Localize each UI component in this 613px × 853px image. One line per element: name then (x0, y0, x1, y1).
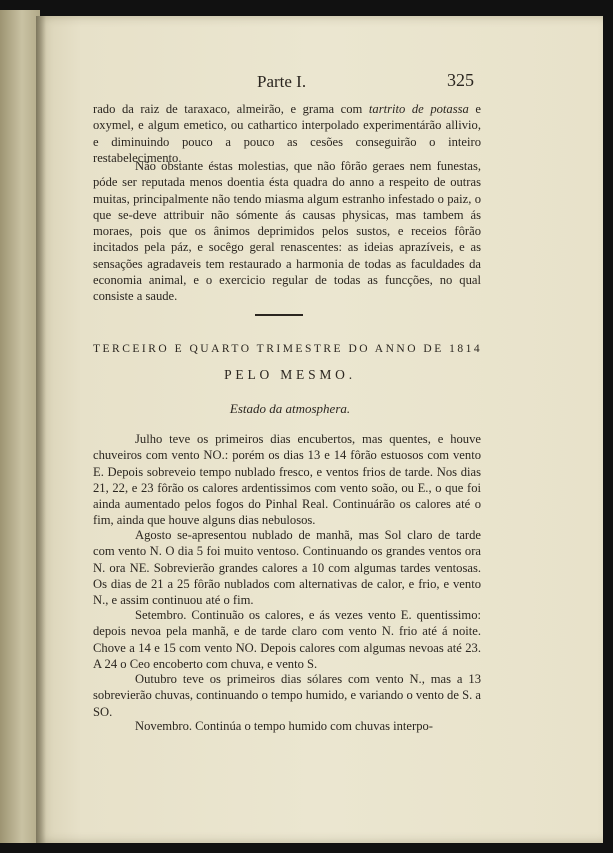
paragraph-september (93, 607, 481, 672)
text-run: rado da raiz de taraxaco, almeirão, e grama com (93, 102, 369, 116)
running-title: Parte I. (257, 72, 307, 91)
text-run: Julho teve os primeiros dias encubertos, mas quentes, e houve chuveiros com vento NO.: porém os dias 13 e 14 fôrão estuosos com vento E. Depois sobreveio tempo nublado fresco, e ventos frios de tarde. Nos dias 21, 22, e 23 fôrão os calores ardentissimos com vento soão, ou E., o que foi ainda aumentado pelos fogos do Pinhal Real. Continuárão os calores até o fim, ainda que houve alguns dias nebulosos. (93, 432, 481, 528)
section-heading: TERCEIRO E QUARTO TRIMESTRE DO ANNO DE 1814 (93, 343, 483, 355)
paragraph-october (93, 671, 481, 720)
text-run: Outubro teve os primeiros dias sólares com vento N., mas a 13 sobrevierão chuvas, continuando o tempo humido, e variando o vento de S. a SO. (93, 672, 481, 719)
text-run: Agosto se-apresentou nublado de manhã, mas Sol claro de tarde com vento N. O dia 5 foi muito ventoso. Continuando os grandes ventos ora N. ora NE. Sobrevierão grandes calores a 10 com algumas tardes ventosas. Os dias de 21 a 25 fôrão nublados com alternativas de calor, e frio, e vento N., e assim continuou até o fim. (93, 528, 481, 608)
page-number: 325 (447, 70, 474, 90)
section-divider-rule (255, 314, 303, 316)
text-run: e oxymel, e algum emetico, ou cathartico interpolado experimentárão allivio, e diminuindo pouco a pouco as cesões conseguirão o inteiro restabelecimento. (93, 102, 481, 165)
section-subtitle: Estado da atmosphera. (229, 401, 351, 416)
italic-text-run: tartrito de potassa (368, 102, 469, 116)
section-subheading: PELO MESMO. (224, 367, 356, 382)
paragraph-november (93, 718, 481, 734)
page-gutter-shadow (36, 16, 46, 843)
paragraph-august (93, 527, 481, 608)
paragraph-continuation (93, 101, 481, 166)
text-run: Setembro. Continuão os calores, e ás vezes vento E. quentissimo: depois nevoa pela manhã, e de tarde claro com vento N. frio até á noite. Chove a 14 e 15 com vento NO. Depois calores com algumas nevoas até 23. A 24 o Ceo encoberto com chuva, e vento S. (93, 608, 481, 671)
paragraph-health-remarks (93, 158, 481, 305)
previous-page-edge (0, 10, 40, 843)
text-run: Novembro. Continúa o tempo humido com chuvas interpo- (135, 719, 434, 733)
paragraph-july (93, 431, 481, 529)
text-run: Não obstante éstas molestias, que não fôrão geraes nem funestas, póde ser reputada menos doentia ésta quadra do anno a respeito de outras muitas, principalmente não tendo miasma algum estranho infestado o paiz, o que se-deve attribuir não sómente ás causas physicas, mas tambem ás moraes, pois que os ânimos deprimidos pelos sustos, e receios fôrão incitados pela páz, e socêgo geral renascentes: as ideias aprazíveis, e as sensações agradaveis tem restaurado a harmonia de todas as faculdades da economia animal, e o exercicio regular de todas as funcções, no qual consiste a saude. (93, 159, 481, 304)
